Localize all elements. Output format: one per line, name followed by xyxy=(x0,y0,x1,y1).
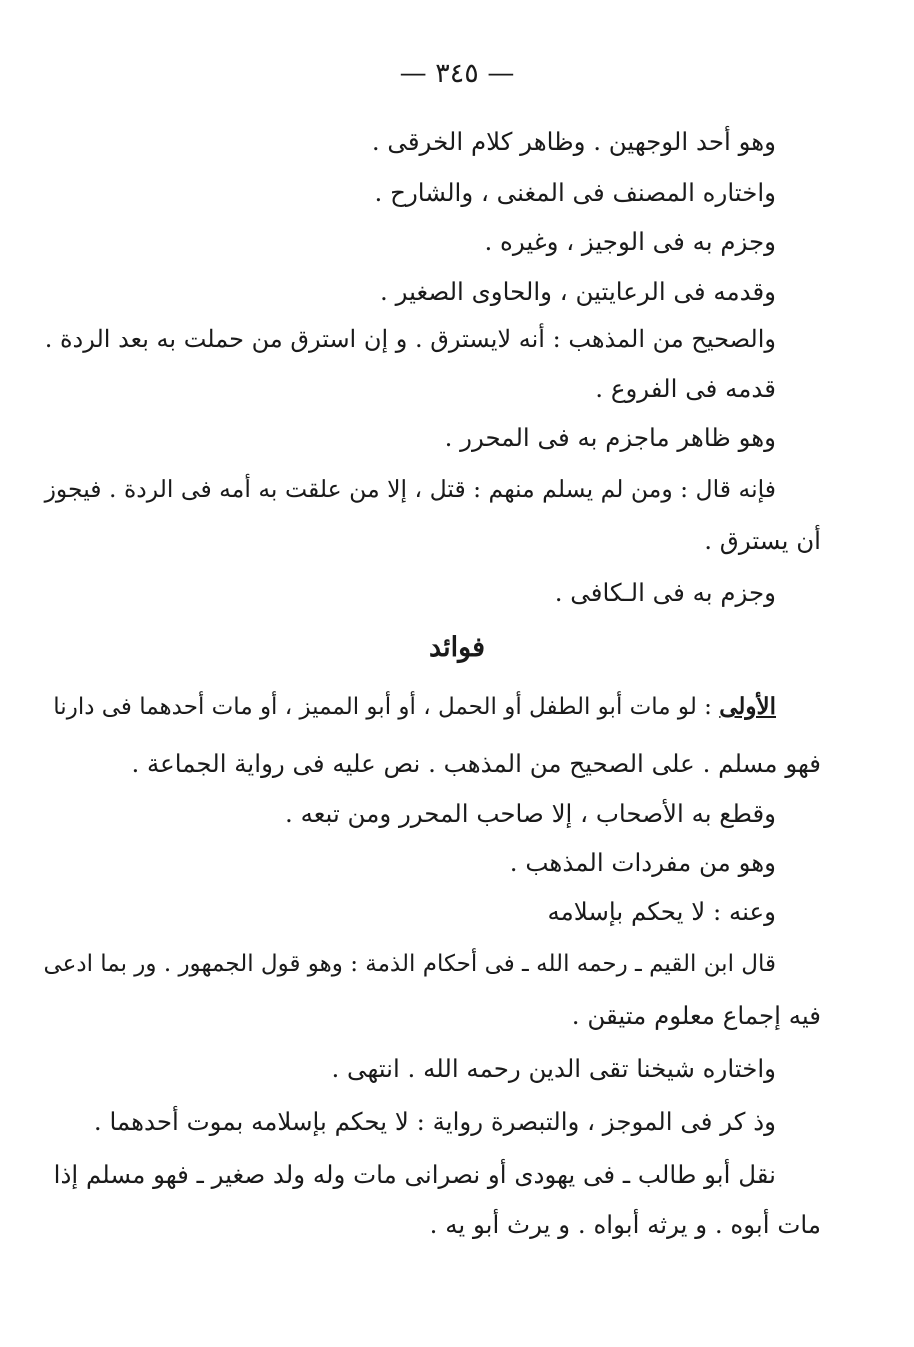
text-line: مات أبوه . و يرثه أبواه . و يرث أبو يه . xyxy=(429,1210,821,1239)
text-line: قدمه فى الفروع . xyxy=(595,374,776,403)
text-line: فيه إجماع معلوم متيقن . xyxy=(571,1001,821,1030)
text-line: والصحيح من المذهب : أنه لايسترق . و إن استرق من حملت به بعد الردة . xyxy=(44,325,776,353)
text-line: وجزم به فى الوجيز ، وغيره . xyxy=(484,227,776,256)
text-line: نقل أبو طالب ـ فى يهودى أو نصرانى مات وله ولد صغير ـ فهو مسلم إذا xyxy=(53,1160,776,1189)
page-number: — ٣٤٥ — xyxy=(399,58,515,89)
text-line: وقطع به الأصحاب ، إلا صاحب المحرر ومن تبعه . xyxy=(285,799,776,828)
text-line: قال ابن القيم ـ رحمه الله ـ فى أحكام الذمة : وهو قول الجمهور . ور بما ادعى xyxy=(43,951,776,977)
section-heading: فوائد xyxy=(428,632,486,663)
note-term: الأولى xyxy=(719,693,776,720)
note-first-line xyxy=(53,690,776,724)
text-line: فهو مسلم . على الصحيح من المذهب . نص عليه فى رواية الجماعة . xyxy=(131,749,821,778)
text-line: واختاره شيخنا تقى الدين رحمه الله . انتهى . xyxy=(331,1054,776,1083)
text-line: وجزم به فى الـكافى . xyxy=(554,578,776,607)
text-line: فإنه قال : ومن لم يسلم منهم : قتل ، إلا من علقت به أمه فى الردة . فيجوز xyxy=(44,475,776,503)
text-line: وقدمه فى الرعايتين ، والحاوى الصغير . xyxy=(380,277,776,306)
text-line: وهو من مفردات المذهب . xyxy=(509,848,776,877)
text-line: وعنه : لا يحكم بإسلامه xyxy=(547,897,776,926)
text-line: وذ كر فى الموجز ، والتبصرة رواية : لا يحكم بإسلامه بموت أحدهما . xyxy=(93,1107,776,1136)
note-text: : لو مات أبو الطفل أو الحمل ، أو أبو المميز ، أو مات أحدهما فى دارنا xyxy=(53,694,720,720)
text-line: وهو ظاهر ماجزم به فى المحرر . xyxy=(444,423,776,452)
text-line: أن يسترق . xyxy=(704,526,821,555)
text-line: واختاره المصنف فى المغنى ، والشارح . xyxy=(374,178,776,207)
text-line: وهو أحد الوجهين . وظاهر كلام الخرقى . xyxy=(371,127,776,156)
